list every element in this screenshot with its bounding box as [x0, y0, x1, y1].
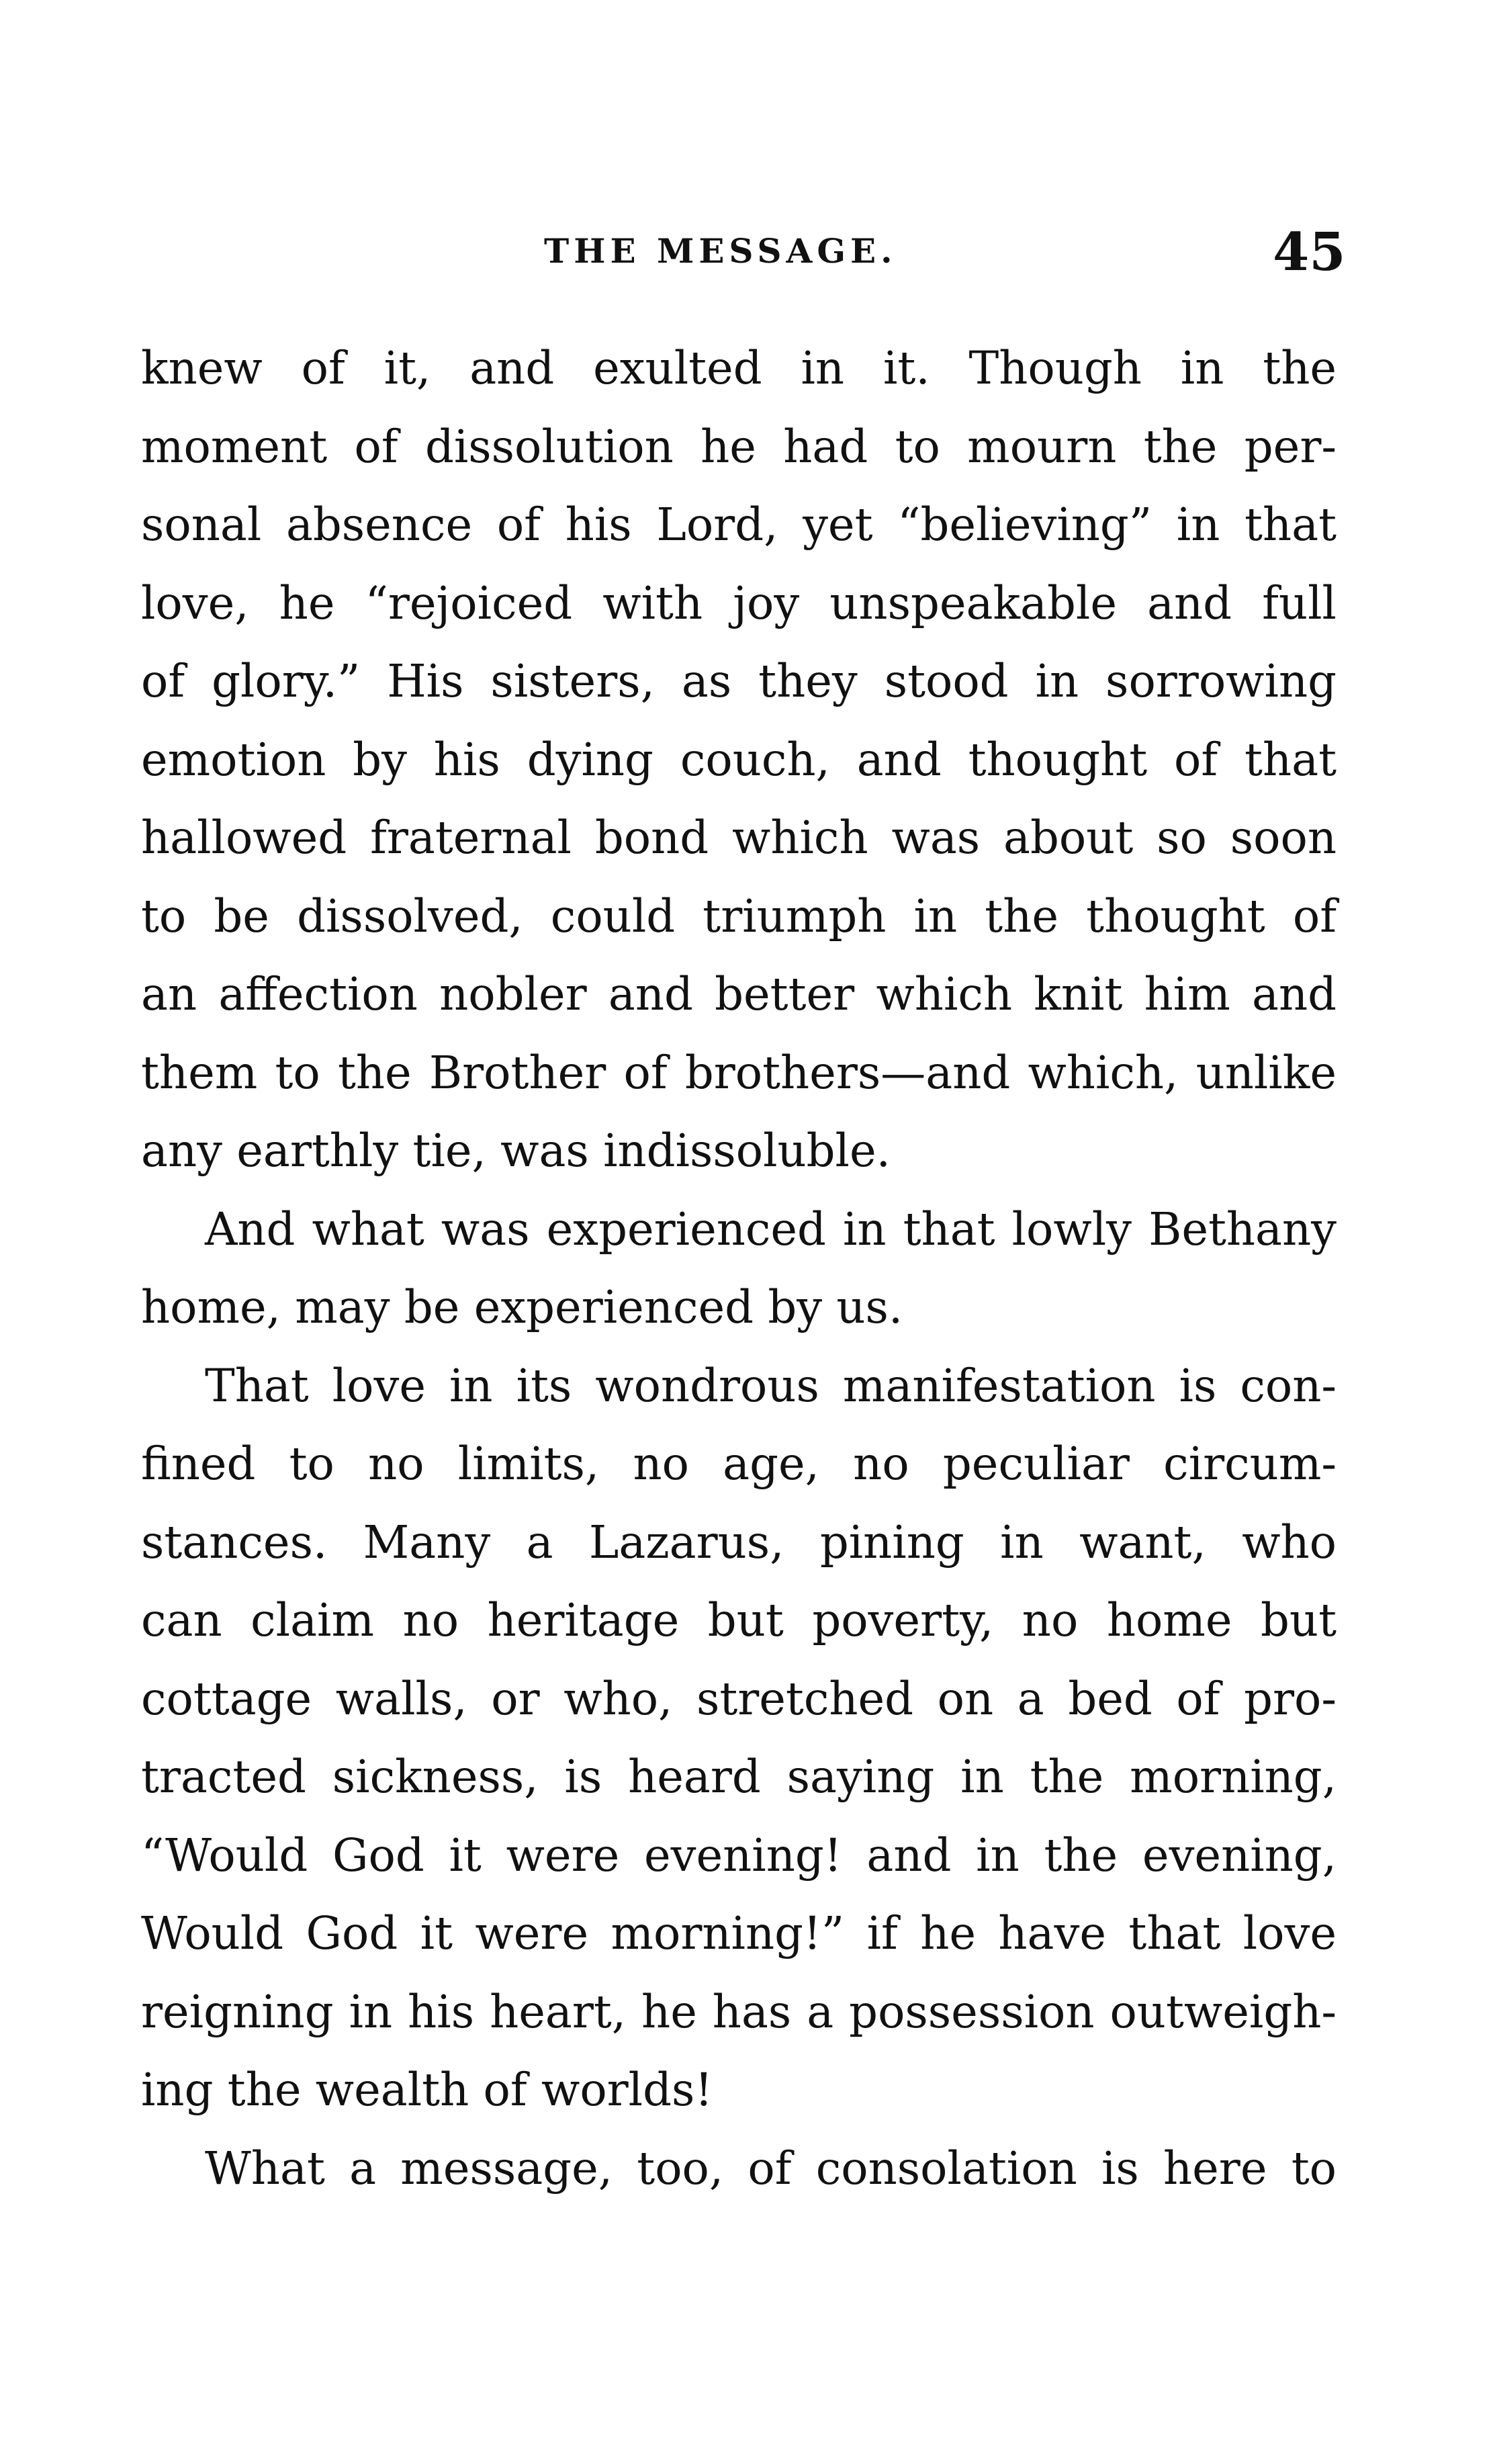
text-line: sonal absence of his Lord, yet “believing” in that — [141, 498, 1337, 551]
text-line: stances. Many a Lazarus, pining in want, who — [141, 1515, 1337, 1569]
text-line: What a message, too, of consolation is here to — [205, 2142, 1337, 2195]
running-title: THE MESSAGE. — [544, 231, 897, 271]
text-line: an affection nobler and better which knit him and — [141, 968, 1337, 1020]
text-line: hallowed fraternal bond which was about so soon — [141, 811, 1337, 864]
text-line: can claim no heritage but poverty, no home but — [141, 1594, 1337, 1646]
page-number: 45 — [1273, 222, 1346, 283]
text-line: ing the wealth of worlds! — [141, 2064, 713, 2116]
text-line: love, he “rejoiced with joy unspeakable and full — [141, 576, 1337, 629]
text-line: to be dissolved, could triumph in the thought of — [141, 889, 1337, 942]
text-line: Would God it were morning!” if he have that love — [141, 1907, 1337, 1960]
text-line: cottage walls, or who, stretched on a bed of pro- — [141, 1672, 1337, 1725]
text-line: home, may be experienced by us. — [141, 1281, 903, 1333]
text-line: of glory.” His sisters, as they stood in sorrowing — [141, 655, 1337, 707]
text-line: tracted sickness, is heard saying in the morning, — [141, 1751, 1337, 1803]
text-line: any earthly tie, was indissoluble. — [141, 1125, 891, 1177]
text-line: “Would God it were evening! and in the evening, — [141, 1829, 1337, 1882]
running-head — [0, 222, 1491, 296]
text-line: moment of dissolution he had to mourn the per- — [141, 420, 1337, 473]
text-line: That love in its wondrous manifestation is con- — [205, 1359, 1337, 1412]
text-line: them to the Brother of brothers—and which, unlike — [141, 1046, 1337, 1099]
text-line: reigning in his heart, he has a possession outweigh- — [141, 1985, 1337, 2038]
text-line: emotion by his dying couch, and thought of that — [141, 733, 1337, 786]
text-line: knew of it, and exulted in it. Though in the — [141, 342, 1337, 394]
body-text — [141, 329, 1337, 2207]
text-line: And what was experienced in that lowly Bethany — [205, 1202, 1337, 1256]
text-line: fined to no limits, no age, no peculiar circum- — [141, 1438, 1337, 1490]
